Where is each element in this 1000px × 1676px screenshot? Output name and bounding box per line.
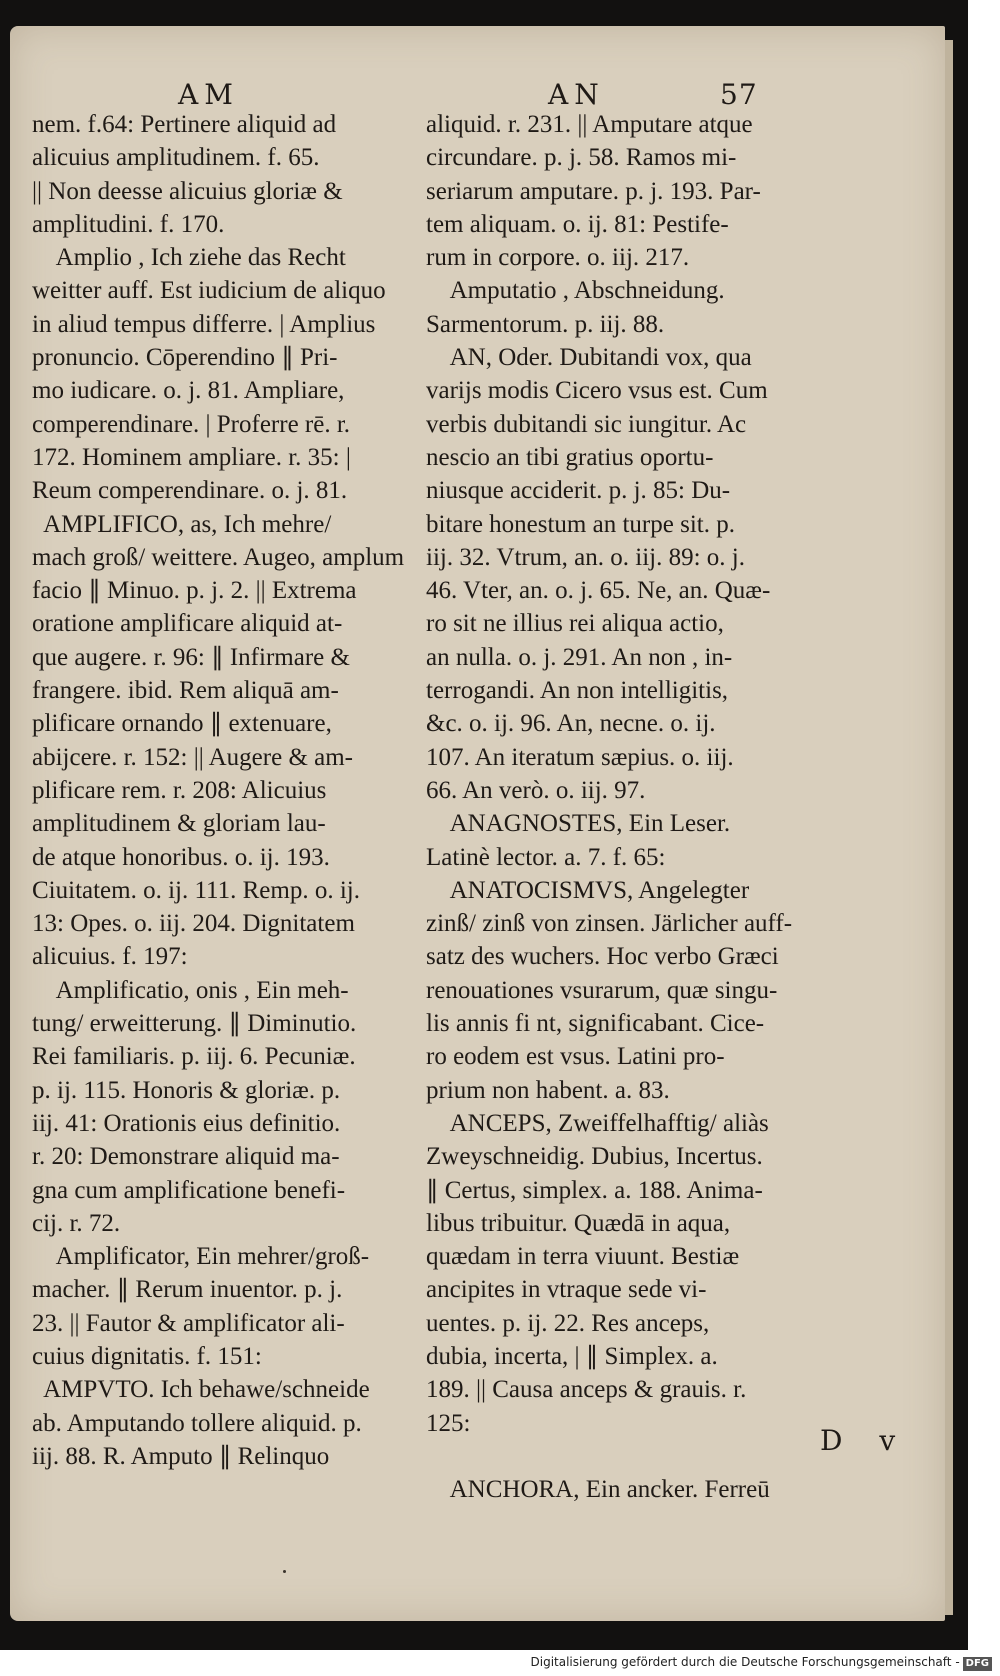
text-line: plificare ornando ∥ extenuare, — [32, 710, 332, 738]
text-line: plificare rem. r. 208: Alicuius — [32, 776, 327, 804]
text-line: 107. An iteratum sæpius. o. iij. — [426, 743, 734, 771]
text-line: ∥ Certus, simplex. a. 188. Anima- — [426, 1176, 763, 1204]
text-line: tung/ erweitterung. ∥ Diminutio. — [32, 1010, 357, 1038]
text-line: seriarum amputare. p. j. 193. Par- — [426, 177, 761, 205]
text-line — [426, 1440, 826, 1473]
text-line: Zweyschneidig. Dubius, Incertus. — [426, 1143, 763, 1171]
text-line: rum in corpore. o. iij. 217. — [426, 244, 690, 272]
text-line: facio ∥ Minuo. p. j. 2. || Extrema — [32, 577, 357, 605]
text-line: Reum comperendinare. o. j. 81. — [32, 477, 348, 505]
text-line: ANCHORA, Ein ancker. Ferreū — [426, 1476, 770, 1504]
text-line: AMPLIFICO, as, Ich mehre/ — [32, 510, 332, 538]
digitization-credit — [531, 1655, 993, 1671]
text-line: terrogandi. An non intelligitis, — [426, 677, 729, 705]
text-line: ro eodem est vsus. Latini pro- — [426, 1043, 725, 1071]
text-line: gna cum amplificatione benefi- — [32, 1176, 346, 1204]
text-line: &c. o. ij. 96. An, necne. o. ij. — [426, 710, 716, 738]
text-line: ANAGNOSTES, Ein Leser. — [426, 810, 731, 838]
text-line: comperendinare. | Proferre rē. r. — [32, 410, 351, 438]
text-line: renouationes vsurarum, quæ singu- — [426, 976, 778, 1004]
text-line: cuius dignitatis. f. 151: — [32, 1342, 262, 1370]
text-line: dubia, incerta, | ∥ Simplex. a. — [426, 1342, 718, 1370]
page-speck — [283, 1570, 286, 1573]
text-line: de atque honoribus. o. ij. 193. — [32, 843, 330, 871]
text-line: alicuius. f. 197: — [32, 943, 188, 971]
text-line: 172. Hominem ampliare. r. 35: | — [32, 443, 351, 471]
text-line: 189. || Causa anceps & grauis. r. — [426, 1376, 747, 1404]
text-line: || Non deesse alicuius gloriæ & — [32, 177, 343, 205]
text-line: weitter auff. Est iudicium de aliquo — [32, 277, 386, 305]
text-line: p. ij. 115. Honoris & gloriæ. p. — [32, 1076, 341, 1104]
signature-mark: D v — [820, 1424, 910, 1457]
text-line: uentes. p. ij. 22. Res anceps, — [426, 1309, 710, 1337]
text-line: oratione amplificare aliquid at- — [32, 610, 343, 638]
right-column — [426, 108, 826, 1506]
text-line: varijs modis Cicero vsus est. Cum — [426, 377, 768, 405]
text-line: AN, Oder. Dubitandi vox, qua — [426, 344, 752, 372]
left-column — [32, 108, 422, 1473]
text-line: bitare honestum an turpe sit. p. — [426, 510, 735, 538]
text-line: an nulla. o. j. 291. An non , in- — [426, 643, 733, 671]
text-line: Latinè lector. a. 7. f. 65: — [426, 843, 666, 871]
text-line: pronuncio. Cōperendino ∥ Pri- — [32, 344, 338, 372]
text-line: ANCEPS, Zweiffelhafftig/ aliàs — [426, 1109, 769, 1137]
text-line: circundare. p. j. 58. Ramos mi- — [426, 144, 737, 172]
text-line: Ciuitatem. o. ij. 111. Remp. o. ij. — [32, 876, 360, 904]
text-line: libus tribuitur. Quædā in aqua, — [426, 1209, 731, 1237]
text-line: iij. 32. Vtrum, an. o. iij. 89: o. j. — [426, 543, 745, 571]
text-line: satz des wuchers. Hoc verbo Græci — [426, 943, 779, 971]
page-edge — [945, 40, 953, 1615]
text-line: zinß/ zinß von zinsen. Järlicher auff- — [426, 910, 793, 938]
text-line: 125: — [426, 1409, 471, 1437]
text-line: lis annis fi nt, significabant. Cice- — [426, 1010, 765, 1038]
text-line: ANATOCISMVS, Angelegter — [426, 876, 750, 904]
text-line: ab. Amputando tollere aliquid. p. — [32, 1409, 362, 1437]
text-line: nescio an tibi gratius oportu- — [426, 443, 714, 471]
text-line: r. 20: Demonstrare aliquid ma- — [32, 1143, 340, 1171]
dfg-logo: DFG — [963, 1657, 992, 1671]
text-line: frangere. ibid. Rem aliquā am- — [32, 677, 339, 705]
text-line: Amplificator, Ein mehrer/groß- — [32, 1243, 370, 1271]
text-line: 46. Vter, an. o. j. 65. Ne, an. Quæ- — [426, 577, 771, 605]
text-line: tem aliquam. o. ij. 81: Pestife- — [426, 210, 729, 238]
text-line: iij. 88. R. Amputo ∥ Relinquo — [32, 1442, 330, 1470]
text-line: ro sit ne illius rei aliqua actio, — [426, 610, 724, 638]
text-line: Amplificatio, onis , Ein meh- — [32, 976, 349, 1004]
text-line: 13: Opes. o. iij. 204. Dignitatem — [32, 910, 355, 938]
text-line: cij. r. 72. — [32, 1209, 121, 1237]
text-line: mo iudicare. o. j. 81. Ampliare, — [32, 377, 345, 405]
text-line: nem. f.64: Pertinere aliquid ad — [32, 111, 337, 138]
text-line: macher. ∥ Rerum inuentor. p. j. — [32, 1276, 343, 1304]
text-line: prium non habent. a. 83. — [426, 1076, 670, 1104]
running-head-left: AM — [178, 78, 239, 111]
text-line: que augere. r. 96: ∥ Infirmare & — [32, 643, 350, 671]
text-line: ancipites in vtraque sede vi- — [426, 1276, 707, 1304]
text-line: verbis dubitandi sic iungitur. Ac — [426, 410, 747, 438]
text-line: amplitudinem & gloriam lau- — [32, 810, 326, 838]
text-line: Sarmentorum. p. iij. 88. — [426, 310, 665, 338]
text-line: 66. An verò. o. iij. 97. — [426, 776, 646, 804]
credit-text: Digitalisierung gefördert durch die Deutsche Forschungsgemeinschaft - — [530, 1655, 960, 1669]
text-line: AMPVTO. Ich behawe/schneide — [32, 1376, 370, 1404]
text-line: 23. || Fautor & amplificator ali- — [32, 1309, 345, 1337]
running-head-center: AN — [548, 78, 605, 111]
text-line: Amputatio , Abschneidung. — [426, 277, 725, 305]
text-line: niusque acciderit. p. j. 85: Du- — [426, 477, 731, 505]
text-line: in aliud tempus differre. | Amplius — [32, 310, 376, 338]
text-line: amplitudini. f. 170. — [32, 210, 225, 238]
text-line: abijcere. r. 152: || Augere & am- — [32, 743, 354, 771]
text-line: quædam in terra viuunt. Bestiæ — [426, 1243, 740, 1271]
text-line: iij. 41: Orationis eius definitio. — [32, 1109, 341, 1137]
page-number: 57 — [720, 78, 758, 111]
text-line: Amplio , Ich ziehe das Recht — [32, 244, 346, 272]
text-line: Rei familiaris. p. iij. 6. Pecuniæ. — [32, 1043, 356, 1071]
text-line: alicuius amplitudinem. f. 65. — [32, 144, 320, 172]
text-line: aliquid. r. 231. || Amputare atque — [426, 111, 753, 138]
text-line: mach groß/ weittere. Augeo, amplum — [32, 543, 405, 571]
